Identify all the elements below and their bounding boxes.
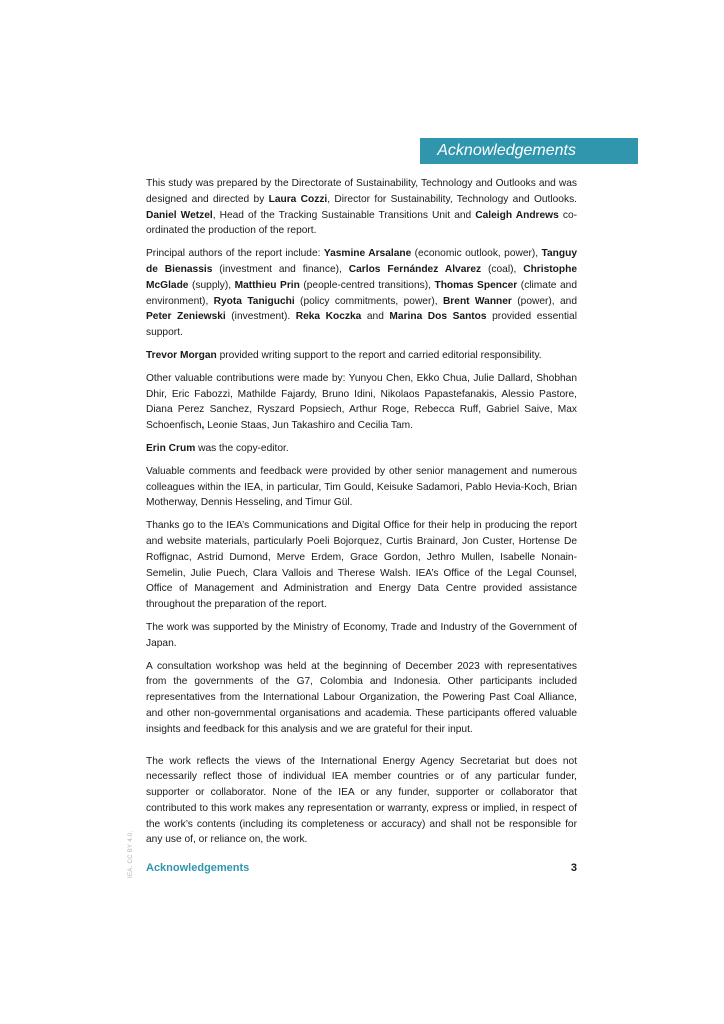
text-run: (supply), [188, 279, 235, 291]
text-run: Leonie Staas, Jun Takashiro and Cecilia Tam. [204, 420, 413, 432]
text-run: provided essential support. [146, 311, 577, 339]
paragraph-copy-editor [146, 441, 577, 457]
paragraph-comments-feedback [146, 464, 577, 511]
text-run: provided writing support to the report and carried editorial responsibility. [216, 349, 542, 361]
text-run: (investment). [225, 311, 296, 323]
bold-name: Laura Cozzi [268, 193, 328, 205]
bold-name: Matthieu Prin [234, 279, 300, 291]
bold-name: Ryota Taniguchi [213, 295, 295, 307]
text-run: A consultation workshop was held at the beginning of December 2023 with representatives from the governments of the G7, Colombia and Indonesia. Other participants included representatives from the International Labour Organization, the Powering Past Coal Alliance, and other non-governmental organisations and academia. These participants offered valuable insights and feedback for this analysis and we are grateful for their input. [146, 660, 577, 735]
paragraph-communications-office [146, 518, 577, 613]
bold-name: Erin Crum [146, 442, 196, 454]
text-run: The work was supported by the Ministry of Economy, Trade and Industry of the Government of Japan. [146, 621, 577, 649]
bold-name: Brent Wanner [442, 295, 512, 307]
text-run: Thanks go to the IEA’s Communications and Digital Office for their help in producing the report and website materials, particularly Poeli Bojorquez, Curtis Brainard, Jon Custer, Hortense De Roffignac, Astrid Dumond, Merve Erdem, Grace Gordon, Jethro Mullen, Isabelle Nonain-Semelin, Julie Puech, Clara Vallois and Therese Walsh. IEA’s Office of the Legal Counsel, Office of Management and Administration and Energy Data Centre provided assistance throughout the preparation of the report. [146, 520, 577, 611]
section-title-banner [420, 138, 638, 164]
text-run: (policy commitments, power), [294, 295, 443, 307]
text-run: (people-centred transitions), [299, 279, 435, 291]
bold-name: Tanguy de Bienassis [146, 248, 577, 275]
bold-name: Trevor Morgan [146, 349, 217, 361]
page-title: Acknowledgements [437, 142, 576, 159]
bold-name: Yasmine Arsalane [323, 248, 412, 260]
text-run: (power), and [511, 295, 577, 307]
bold-name: Caleigh Andrews [475, 209, 559, 221]
paragraph-funding-support [146, 620, 577, 652]
bold-name: Christophe McGlade [146, 263, 577, 291]
bold-name: , [201, 420, 205, 432]
text-run: (investment and finance), [212, 263, 349, 275]
text-run: (coal), [481, 263, 524, 275]
paragraph-disclaimer [146, 754, 577, 849]
text-run: , Director for Sustainability, Technology and Outlooks. [327, 193, 577, 205]
acknowledgements-body [146, 176, 577, 855]
text-run: , Head of the Tracking Sustainable Transitions Unit and [212, 209, 476, 221]
text-run: Principal authors of the report include: [146, 248, 324, 260]
bold-name: Daniel Wetzel [146, 209, 213, 221]
text-run: This study was prepared by the Directorate of Sustainability, Technology and Outlooks and was designed and directed by [146, 178, 577, 205]
paragraph-writing-support [146, 348, 577, 364]
license-margin-note: IEA. CC BY 4.0. [128, 830, 134, 878]
bold-name: Reka Koczka [295, 311, 362, 323]
text-run: (climate and environment), [146, 279, 577, 307]
paragraph-principal-authors [146, 246, 577, 341]
text-run: The work reflects the views of the International Energy Agency Secretariat but does not necessarily reflect those of individual IEA member countries or of any particular funder, supporter or collaborator. None of the IEA or any funder, supporter or collaborator that contributed to this work makes any representation or warranty, express or implied, in respect of the work’s contents (including its completeness or accuracy) and shall not be responsible for any use of, or reliance on, the work. [146, 755, 577, 846]
paragraph-other-contributions [146, 371, 577, 434]
bold-name: Carlos Fernández Alvarez [348, 263, 482, 275]
text-run: was the copy-editor. [195, 442, 289, 454]
paragraph-consultation-workshop [146, 659, 577, 738]
bold-name: Marina Dos Santos [389, 311, 487, 323]
text-run: Valuable comments and feedback were provided by other senior management and numerous colleagues within the IEA, in particular, Tim Gould, Keisuke Sadamori, Pablo Hevia-Koch, Brian Motherway, Dennis Hesseling, and Timur Gül. [146, 465, 577, 509]
page-number: 3 [570, 862, 577, 874]
paragraph-directorate [146, 176, 577, 239]
text-run: and [361, 311, 390, 323]
text-run: Other valuable contributions were made by: Yunyou Chen, Ekko Chua, Julie Dallard, Shobhan Dhir, Eric Fabozzi, Mathilde Fajardy, Bruno Idini, Nikolaos Papastefanakis, Alessio Pastore, Diana Perez Sanchez, Ryszard Popsiech, Arthur Roge, Rebecca Ruff, Gabriel Saive, Max Schoenfisch [146, 372, 577, 432]
footer-section-title: Acknowledgements [146, 862, 250, 874]
text-run: co-ordinated the production of the report. [146, 209, 577, 237]
bold-name: Thomas Spencer [434, 279, 518, 291]
bold-name: Peter Zeniewski [146, 311, 226, 323]
text-run: (economic outlook, power), [411, 248, 542, 260]
